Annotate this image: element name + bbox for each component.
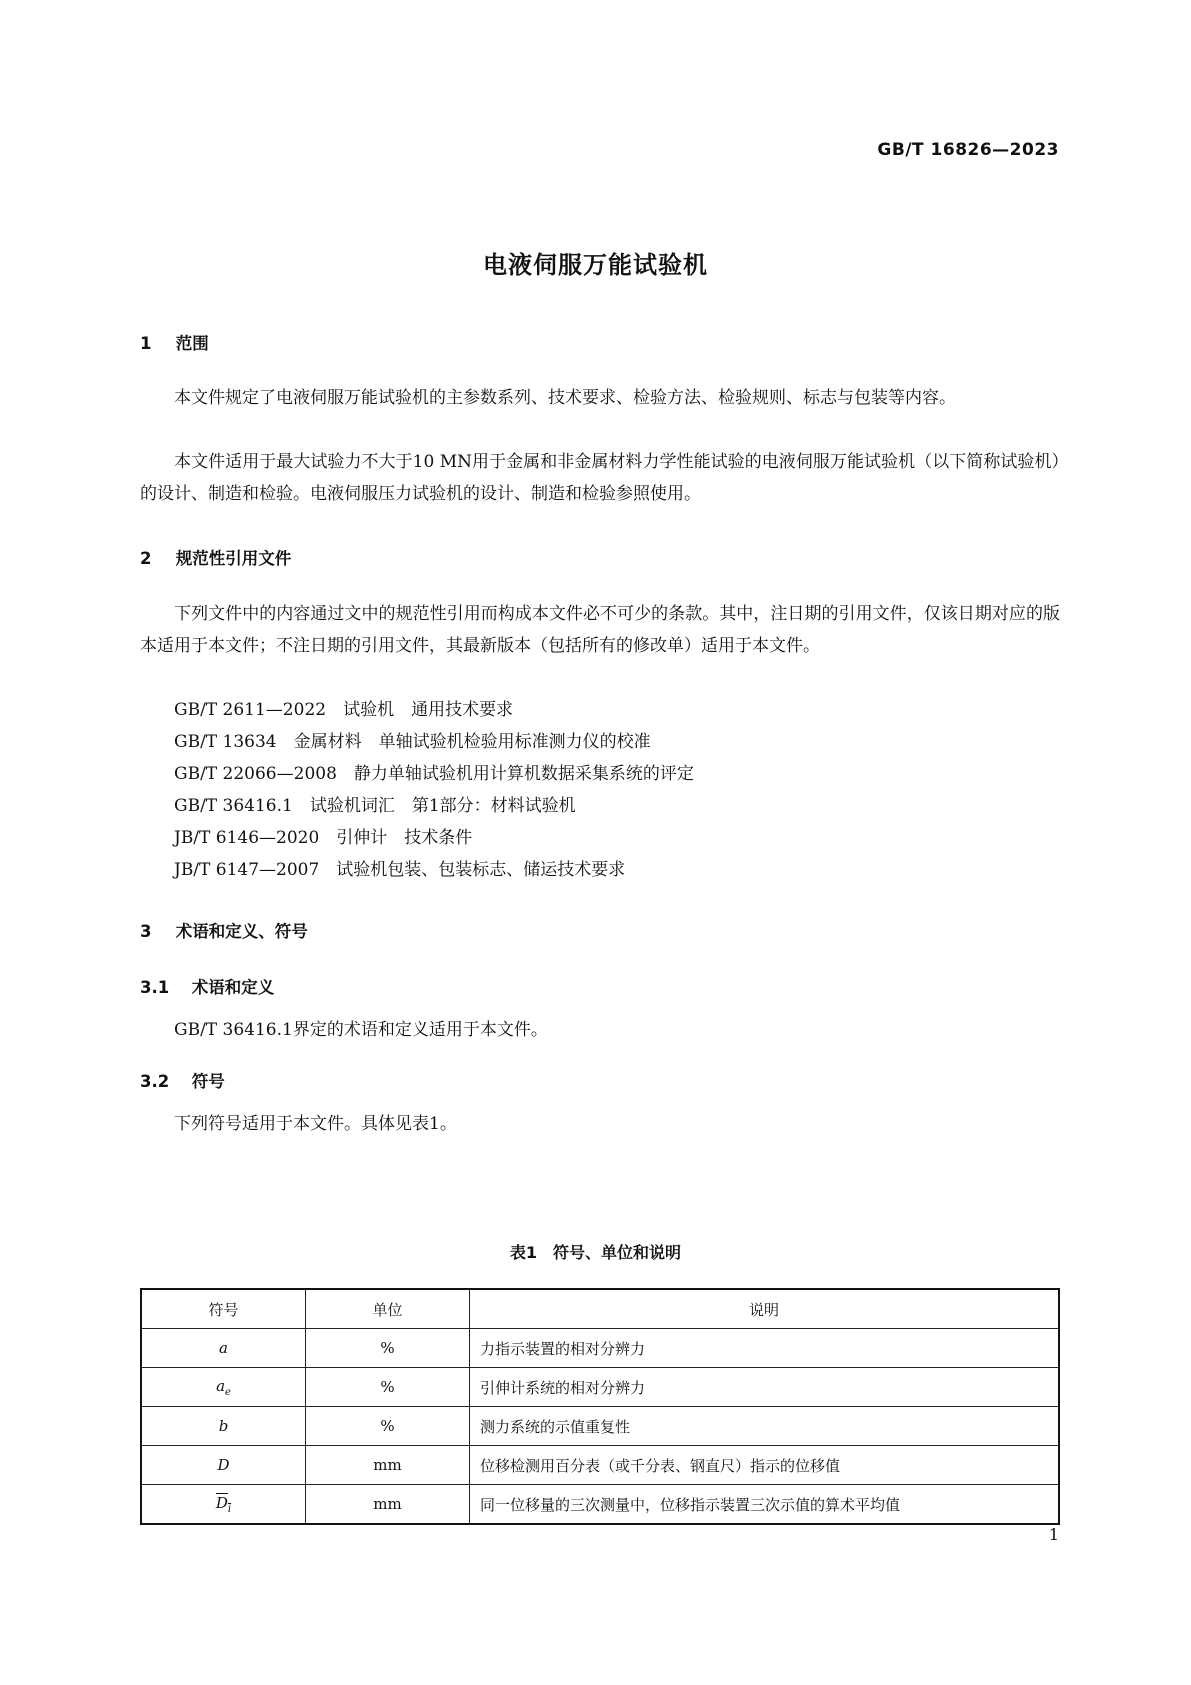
description-cell: 引伸计系统的相对分辨力: [470, 1368, 1060, 1407]
scope-text-2: 本文件适用于最大试验力不大于10 MN用于金属和非金属材料力学性能试验的电液伺服万能试验机（以下简称试验机）的设计、制造和检验。电液伺服压力试验机的设计、制造和检验参照使用。: [140, 452, 1060, 504]
section-number: 3.1: [140, 978, 170, 997]
symbols-text: 下列符号适用于本文件。具体见表1。: [174, 1114, 457, 1134]
description-cell: 位移检测用百分表（或千分表、钢直尺）指示的位移值: [470, 1446, 1060, 1485]
section-3-2-heading: [140, 1068, 225, 1092]
section-2-heading: [140, 545, 291, 569]
reference-item: JB/T 6147—2007 试验机包装、包装标志、储运技术要求: [174, 860, 626, 880]
table-header-row: [141, 1289, 1059, 1329]
column-header-description: 说明: [470, 1289, 1060, 1329]
table-row: [141, 1407, 1059, 1446]
standard-code: GB/T 16826—2023: [877, 140, 1059, 160]
reference-item: GB/T 2611—2022 试验机 通用技术要求: [174, 700, 514, 720]
description-cell: 同一位移量的三次测量中，位移指示装置三次示值的算术平均值: [470, 1485, 1060, 1525]
reference-item: GB/T 22066—2008 静力单轴试验机用计算机数据采集系统的评定: [174, 764, 694, 784]
reference-item: GB/T 13634 金属材料 单轴试验机检验用标准测力仪的校准: [174, 732, 651, 752]
table-row: [141, 1368, 1059, 1407]
scope-paragraph-2: [140, 446, 1060, 510]
symbols-paragraph: [140, 1108, 1060, 1140]
description-cell: 力指示装置的相对分辨力: [470, 1329, 1060, 1368]
symbol-cell: $a_e$: [141, 1368, 306, 1407]
unit-cell: mm: [306, 1446, 470, 1485]
terms-paragraph: [140, 1014, 1060, 1046]
unit-cell: mm: [306, 1485, 470, 1525]
description-cell: 测力系统的示值重复性: [470, 1407, 1060, 1446]
section-title: 术语和定义、符号: [175, 922, 308, 941]
reference-item: GB/T 36416.1 试验机词汇 第1部分：材料试验机: [174, 796, 576, 816]
table-row: [141, 1446, 1059, 1485]
section-number: 2: [140, 549, 152, 568]
section-title: 范围: [175, 334, 209, 353]
section-number: 3.2: [140, 1072, 170, 1091]
unit-cell: %: [306, 1329, 470, 1368]
page-number: 1: [1048, 1525, 1059, 1544]
unit-cell: %: [306, 1407, 470, 1446]
section-number: 3: [140, 922, 152, 941]
references-intro-text: 下列文件中的内容通过文中的规范性引用而构成本文件必不可少的条款。其中，注日期的引用文件，仅该日期对应的版本适用于本文件；不注日期的引用文件，其最新版本（包括所有的修改单）适用于本文件。: [140, 604, 1060, 656]
unit-cell: %: [306, 1368, 470, 1407]
table-row: [141, 1329, 1059, 1368]
section-title: 术语和定义: [191, 978, 275, 997]
references-intro: [140, 598, 1060, 662]
column-header-symbol: 符号: [141, 1289, 306, 1329]
document-title: 电液伺服万能试验机: [483, 251, 708, 279]
section-3-1-heading: [140, 974, 274, 998]
symbol-cell: $D_i$: [141, 1485, 306, 1525]
terms-text: GB/T 36416.1界定的术语和定义适用于本文件。: [174, 1020, 548, 1040]
symbol-cell: D: [141, 1446, 306, 1485]
reference-item: JB/T 6146—2020 引伸计 技术条件: [174, 828, 473, 848]
section-1-heading: [140, 330, 209, 354]
symbol-cell: a: [141, 1329, 306, 1368]
symbol-cell: b: [141, 1407, 306, 1446]
symbols-table: [140, 1288, 1060, 1525]
section-title: 规范性引用文件: [175, 549, 292, 568]
column-header-unit: 单位: [306, 1289, 470, 1329]
scope-paragraph-1: [140, 382, 1060, 414]
table-caption: 表1 符号、单位和说明: [509, 1243, 682, 1262]
scope-text-1: 本文件规定了电液伺服万能试验机的主参数系列、技术要求、检验方法、检验规则、标志与包装等内容。: [174, 388, 956, 408]
section-3-heading: [140, 918, 308, 942]
section-title: 符号: [191, 1072, 225, 1091]
table-row: [141, 1485, 1059, 1525]
section-number: 1: [140, 334, 152, 353]
